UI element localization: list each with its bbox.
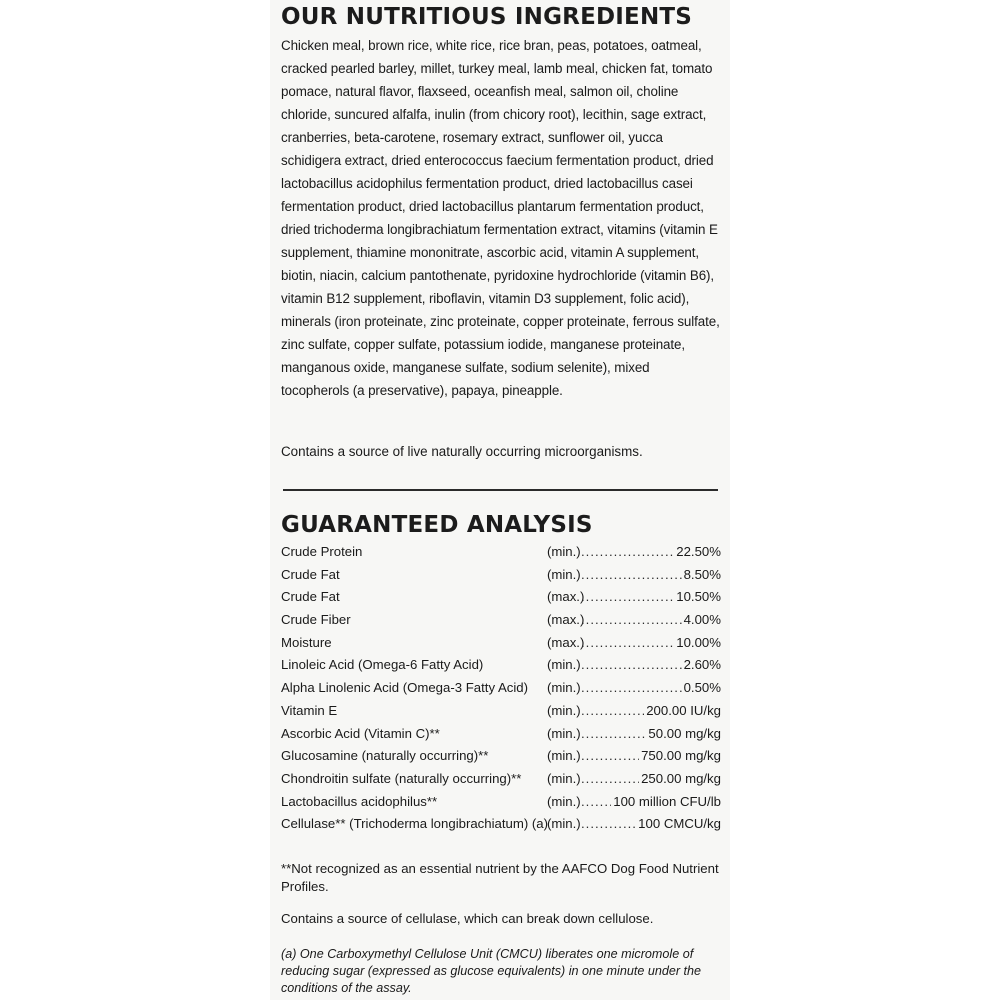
- nutrient-name: Crude Fat: [281, 566, 340, 582]
- analysis-row: [281, 632, 721, 655]
- dot-leader: [581, 813, 721, 836]
- nutrient-name: Vitamin E: [281, 702, 338, 718]
- ingredients-heading: OUR NUTRITIOUS INGREDIENTS: [281, 4, 693, 30]
- nutrient-value: 100 million CFU/lb: [613, 793, 721, 809]
- dot-leader: [581, 745, 721, 768]
- dot-leader: [581, 723, 721, 746]
- nutrient-name: Crude Fat: [281, 589, 340, 605]
- nutrient-qualifier: (min.): [547, 657, 581, 673]
- dot-leader: [581, 700, 721, 723]
- nutrient-qualifier: (max.): [547, 634, 585, 650]
- section-divider: [283, 489, 718, 491]
- cmcu-footnote: (a) One Carboxymethyl Cellulose Unit (CMCU) liberates one micromole of reducing sugar (expressed as glucose equivalents) in one minute under the conditions of the assay.: [281, 947, 702, 995]
- dot-leader: [581, 677, 721, 700]
- analysis-row: [281, 723, 721, 746]
- nutrient-value: 10.00%: [676, 634, 721, 650]
- analysis-row: [281, 745, 721, 768]
- analysis-row: [281, 791, 721, 814]
- analysis-row: [281, 586, 721, 609]
- analysis-heading: GUARANTEED ANALYSIS: [281, 512, 593, 538]
- dot-leader: [581, 791, 721, 814]
- nutrient-name: Lactobacillus acidophilus**: [281, 793, 438, 809]
- dot-leader: [581, 586, 721, 609]
- dot-leader: [581, 654, 721, 677]
- nutrient-qualifier: (min.): [547, 748, 581, 764]
- dot-leader: [581, 564, 721, 587]
- nutrient-name: Glucosamine (naturally occurring)**: [281, 748, 489, 764]
- dot-leader: [581, 768, 721, 791]
- nutrient-qualifier: (min.): [547, 725, 581, 741]
- nutrient-value: 200.00 IU/kg: [646, 702, 721, 718]
- nutrient-value: 250.00 mg/kg: [641, 770, 721, 786]
- nutrient-value: 22.50%: [676, 544, 721, 559]
- nutrient-qualifier: (min.): [547, 816, 581, 832]
- nutrient-qualifier: (max.): [547, 589, 585, 605]
- nutrient-qualifier: (min.): [547, 702, 581, 718]
- nutrient-qualifier: (max.): [547, 612, 585, 628]
- nutrient-value: 4.00%: [683, 612, 721, 628]
- analysis-row: [281, 564, 721, 587]
- nutrient-name: Moisture: [281, 634, 332, 650]
- analysis-row: [281, 813, 721, 836]
- nutrient-qualifier: (min.): [547, 793, 581, 809]
- nutrient-name: Chondroitin sulfate (naturally occurring)**: [281, 770, 522, 786]
- nutrient-name: Ascorbic Acid (Vitamin C)**: [281, 725, 440, 741]
- analysis-table: [281, 541, 721, 836]
- dot-leader: [581, 541, 721, 564]
- analysis-row: [281, 609, 721, 632]
- dot-leader: [581, 609, 721, 632]
- nutrient-name: Alpha Linolenic Acid (Omega-3 Fatty Acid): [281, 680, 529, 696]
- nutrient-value: 0.50%: [683, 680, 721, 696]
- nutrient-name: Linoleic Acid (Omega-6 Fatty Acid): [281, 657, 484, 673]
- ingredients-list: Chicken meal, brown rice, white rice, rice bran, peas, potatoes, oatmeal, cracked pearled barley, millet, turkey meal, lamb meal, chicken fat, tomato pomace, natural flavor, flaxseed, oceanfish meal, salmon oil, choline chloride, suncured alfalfa, inulin (from chicory root), lecithin, sage extract, cranberries, beta-carotene, rosemary extract, sunflower oil, yucca schidigera extract, dried enterococcus faecium fermentation product, dried lactobacillus acidophilus fermentation product, dried lactobacillus casei fermentation product, dried lactobacillus plantarum fermentation product, dried trichoderma longibrachiatum fermentation extract, vitamins (vitamin E supplement, thiamine mononitrate, ascorbic acid, vitamin A supplement, biotin, niacin, calcium pantothenate, pyridoxine hydrochloride (vitamin B6), vitamin B12 supplement, riboflavin, vitamin D3 supplement, folic acid), minerals (iron proteinate, zinc proteinate, copper proteinate, ferrous sulfate, zinc sulfate, copper sulfate, potassium iodide, manganese proteinate, manganous oxide, manganese sulfate, sodium selenite), mixed tocopherols (a preservative), papaya, pineapple.: [281, 38, 720, 398]
- nutrient-qualifier: (min.): [547, 680, 581, 696]
- analysis-row: [281, 768, 721, 791]
- analysis-row: [281, 700, 721, 723]
- nutrient-qualifier: (min.): [547, 770, 581, 786]
- nutrient-name: Cellulase** (Trichoderma longibrachiatum) (a): [281, 816, 549, 832]
- aafco-footnote: **Not recognized as an essential nutrient by the AAFCO Dog Food Nutrient Profiles.: [281, 861, 719, 894]
- nutrient-name: Crude Fiber: [281, 612, 351, 628]
- analysis-row: [281, 654, 721, 677]
- analysis-row: [281, 541, 721, 564]
- nutrient-value: 100 CMCU/kg: [638, 816, 721, 832]
- dot-leader: [581, 632, 721, 655]
- nutrient-name: Crude Protein: [281, 544, 363, 559]
- nutrient-value: 10.50%: [676, 589, 721, 605]
- cellulase-note: Contains a source of cellulase, which can break down cellulose.: [281, 911, 654, 926]
- nutrient-value: 2.60%: [683, 657, 721, 673]
- nutrient-qualifier: (min.): [547, 544, 581, 559]
- nutrient-value: 750.00 mg/kg: [641, 748, 721, 764]
- nutrient-value: 50.00 mg/kg: [648, 725, 721, 741]
- nutrient-value: 8.50%: [683, 566, 721, 582]
- microorganisms-note: Contains a source of live naturally occurring microorganisms.: [281, 444, 643, 459]
- analysis-row: [281, 677, 721, 700]
- nutrient-qualifier: (min.): [547, 566, 581, 582]
